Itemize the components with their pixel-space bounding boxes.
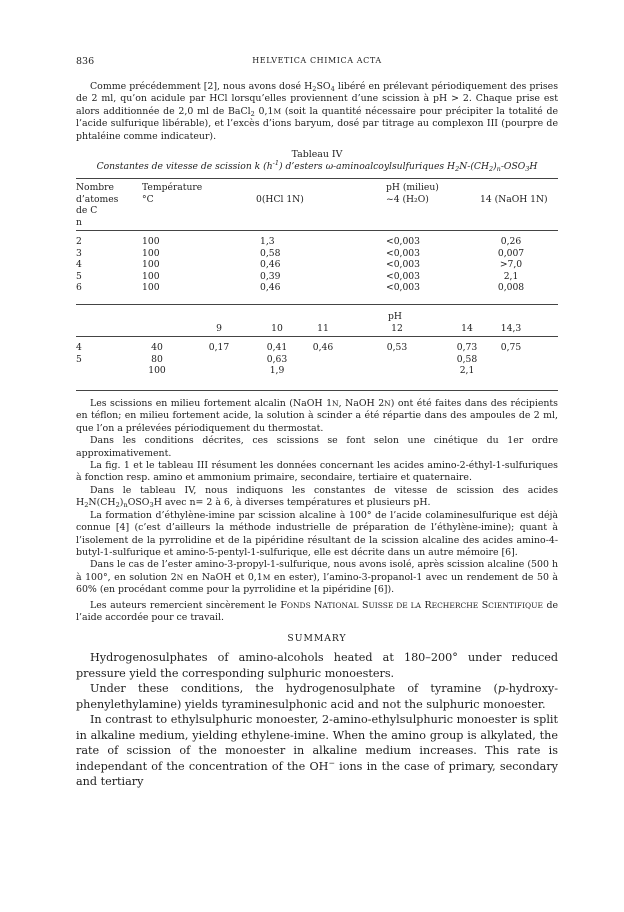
table-cell-n: 2 (76, 236, 82, 248)
table-cell-rate: 0,41 (266, 342, 288, 354)
ph-value: 14,3 (500, 322, 522, 334)
table-rule-ph (76, 336, 558, 337)
table-cell-rate: 0,75 (500, 342, 522, 354)
table-cell-water: <0,003 (386, 270, 421, 282)
header-water: ~4 (H₂O) (386, 193, 429, 205)
table-title: Tableau IV (291, 149, 343, 161)
table-cell-hcl: 0,58 (260, 247, 281, 259)
table-cell-naoh: 0,26 (500, 236, 522, 248)
ph-value: 9 (216, 322, 222, 334)
table-cell-rate: 1,9 (269, 365, 285, 377)
table-cell-naoh: 0,008 (497, 282, 525, 294)
header-ph-milieu: pH (milieu) (386, 182, 439, 194)
ph-value: 14 (461, 322, 473, 334)
table-cell-rate: 0,73 (456, 342, 478, 354)
table-cell-naoh: 2,1 (503, 270, 519, 282)
table-cell-water: <0,003 (386, 282, 421, 294)
table-cell-temperature: 80 (151, 353, 163, 365)
ph-value: 10 (271, 322, 283, 334)
table-cell-rate: 0,53 (386, 342, 408, 354)
table-rule-top (76, 178, 558, 179)
body-paragraph: La formation d’éthylène-imine par scission alcaline à 100° de l’acide colaminesulfurique est déjà connue [4] (c’est d’ailleurs la méthode industrielle de préparation de l’éthylène-imine); quant à l’isolement de la pyrrolidine et de la pipéridine résultant de la scission alcaline des acides amino-4-butyl-1-sulfurique et amino-5-pentyl-1-sulfurique, elle est décrite dans un autre mémoire [6]. (76, 509, 558, 558)
body-paragraph: Les scissions en milieu fortement alcalin (NaOH 1N, NaOH 2N) ont été faites dans des récipients en téflon; en milieu fortement acide, la solution à scinder a été répartie dans des ampoules de 2 ml, que l’on a prélevées périodiquement du thermostat. (76, 398, 558, 434)
summary-text (76, 650, 558, 790)
table-cell-temperature: 100 (142, 282, 160, 294)
table-cell-hcl: 0,39 (260, 270, 281, 282)
table-rule-mid (76, 304, 558, 305)
body-paragraph: Dans le tableau IV, nous indiquons les constantes de vitesse de scission des acides $H_2N(CH_2)_nOSO_3H$ avec n= 2 à 6, à diverses températures et plusieurs pH. (76, 484, 558, 510)
table-rule-bottom (76, 390, 558, 391)
table-cell-naoh: >7,0 (499, 259, 523, 271)
table-cell-water: <0,003 (386, 247, 421, 259)
table-cell-temperature: 100 (142, 236, 160, 248)
table-cell-water: <0,003 (386, 259, 421, 271)
table-cell-n: 3 (76, 247, 82, 259)
header-hcl: 0(HCl 1N) (256, 193, 304, 205)
table-cell-rate: 0,63 (266, 353, 288, 365)
summary-paragraph: In contrast to ethylsulphuric monoester, 2-amino-ethylsulphuric monoester is split in alkaline medium, yielding ethylene-imine. When the amino group is alkylated, the rate of scission of the monoester in alkaline medium increases. This rate is independant of the concentration of the OH− ions in the case of primary, secondary and tertiary (76, 713, 558, 789)
table-cell-hcl: 0,46 (260, 259, 281, 271)
table-cell-temperature: 100 (148, 365, 166, 377)
body-paragraph: La fig. 1 et le tableau III résument les données concernant les acides amino-2-éthyl-1-sulfuriques à fonction resp. amino et ammonium primaire, secondaire, tertiaire et quaternaire. (76, 460, 558, 484)
table-cell-n: 4 (76, 342, 82, 354)
table-cell-water: <0,003 (386, 236, 421, 248)
table-cell-n: 5 (76, 270, 82, 282)
table-cell-rate: 0,58 (456, 353, 478, 365)
table-cell-temperature: 40 (151, 342, 163, 354)
rate-constants-table (76, 176, 558, 472)
body-paragraph: Dans les conditions décrites, ces scissions se font selon une cinétique du 1er ordre approximativement. (76, 435, 558, 459)
running-head (76, 56, 558, 70)
table-cell-temperature: 100 (142, 270, 160, 282)
table-cell-n: 4 (76, 259, 82, 271)
ph-value: 12 (391, 322, 403, 334)
table-cell-n: 6 (76, 282, 82, 294)
summary-title: SUMMARY (287, 633, 347, 645)
page (76, 56, 558, 790)
header-naoh: 14 (NaOH 1N) (480, 193, 548, 205)
table-cell-rate: 0,17 (208, 342, 230, 354)
intro-paragraph: Comme précédemment [2], nous avons dosé $H_2SO_4$ libéré en prélevant périodiquement des prises de 2 ml, qu’on acidule par HCl lorsqu’elles proviennent d’une scission à pH > 2. Chaque prise est alors additionnée de 2,0 ml de BaCl$_2$ 0,1M (soit la quantité nécessaire pour précipiter la totalité de l’acide sulfurique libérable), et l’excès d’ions baryum, dosé par titrage au complexon III (pourpre de phtaléine comme indicateur). (76, 81, 559, 142)
ph-value: 11 (317, 322, 329, 334)
body-paragraph: Les auteurs remercient sincèrement le FONDS NATIONAL SUISSE DE LA RECHERCHE SCIENTIFIQUE de l’aide accordée pour ce travail. (76, 599, 559, 623)
body-paragraph: Dans le cas de l’ester amino-3-propyl-1-sulfurique, nous avons isolé, après scission alcaline (500 h à 100°, en solution 2N en NaOH et 0,1M en ester), l’amino-3-propanol-1 avec un rendement de 50 à 60% (en procédant comme pour la pyrrolidine et la pipéridine [6]). (76, 559, 559, 596)
table-cell-temperature: 100 (142, 259, 160, 271)
table-cell-rate: 2,1 (459, 365, 475, 377)
header-temperature: Température °C (142, 182, 203, 205)
table-cell-hcl: 0,46 (260, 282, 281, 294)
ph-label: pH (388, 311, 402, 323)
table-cell-temperature: 100 (142, 247, 160, 259)
table-cell-rate: 0,46 (312, 342, 334, 354)
table-cell-naoh: 0,007 (497, 247, 525, 259)
table-caption: Constantes de vitesse de scission k $(h^{-1})$ d’esters ω-aminoalcoylsulfuriques $H_2N-(CH_2)_n-OSO_3H$ (96, 158, 538, 174)
header-carbon-count: Nombre d’atomes de C n (76, 182, 119, 228)
journal-title: HELVETICA CHIMICA ACTA (252, 56, 382, 65)
table-cell-hcl: 1,3 (260, 236, 275, 248)
table-cell-n: 5 (76, 353, 82, 365)
table-rule-header (76, 230, 558, 231)
summary-paragraph: Under these conditions, the hydrogenosulphate of tyramine (p-hydroxy-phenylethylamine) yields tyraminesulphonic acid and not the sulphuric monoester. (76, 682, 558, 711)
page-number: 836 (76, 56, 95, 67)
summary-paragraph: Hydrogenosulphates of amino-alcohols heated at 180–200° under reduced pressure yield the corresponding sulphuric monoesters. (76, 651, 558, 680)
